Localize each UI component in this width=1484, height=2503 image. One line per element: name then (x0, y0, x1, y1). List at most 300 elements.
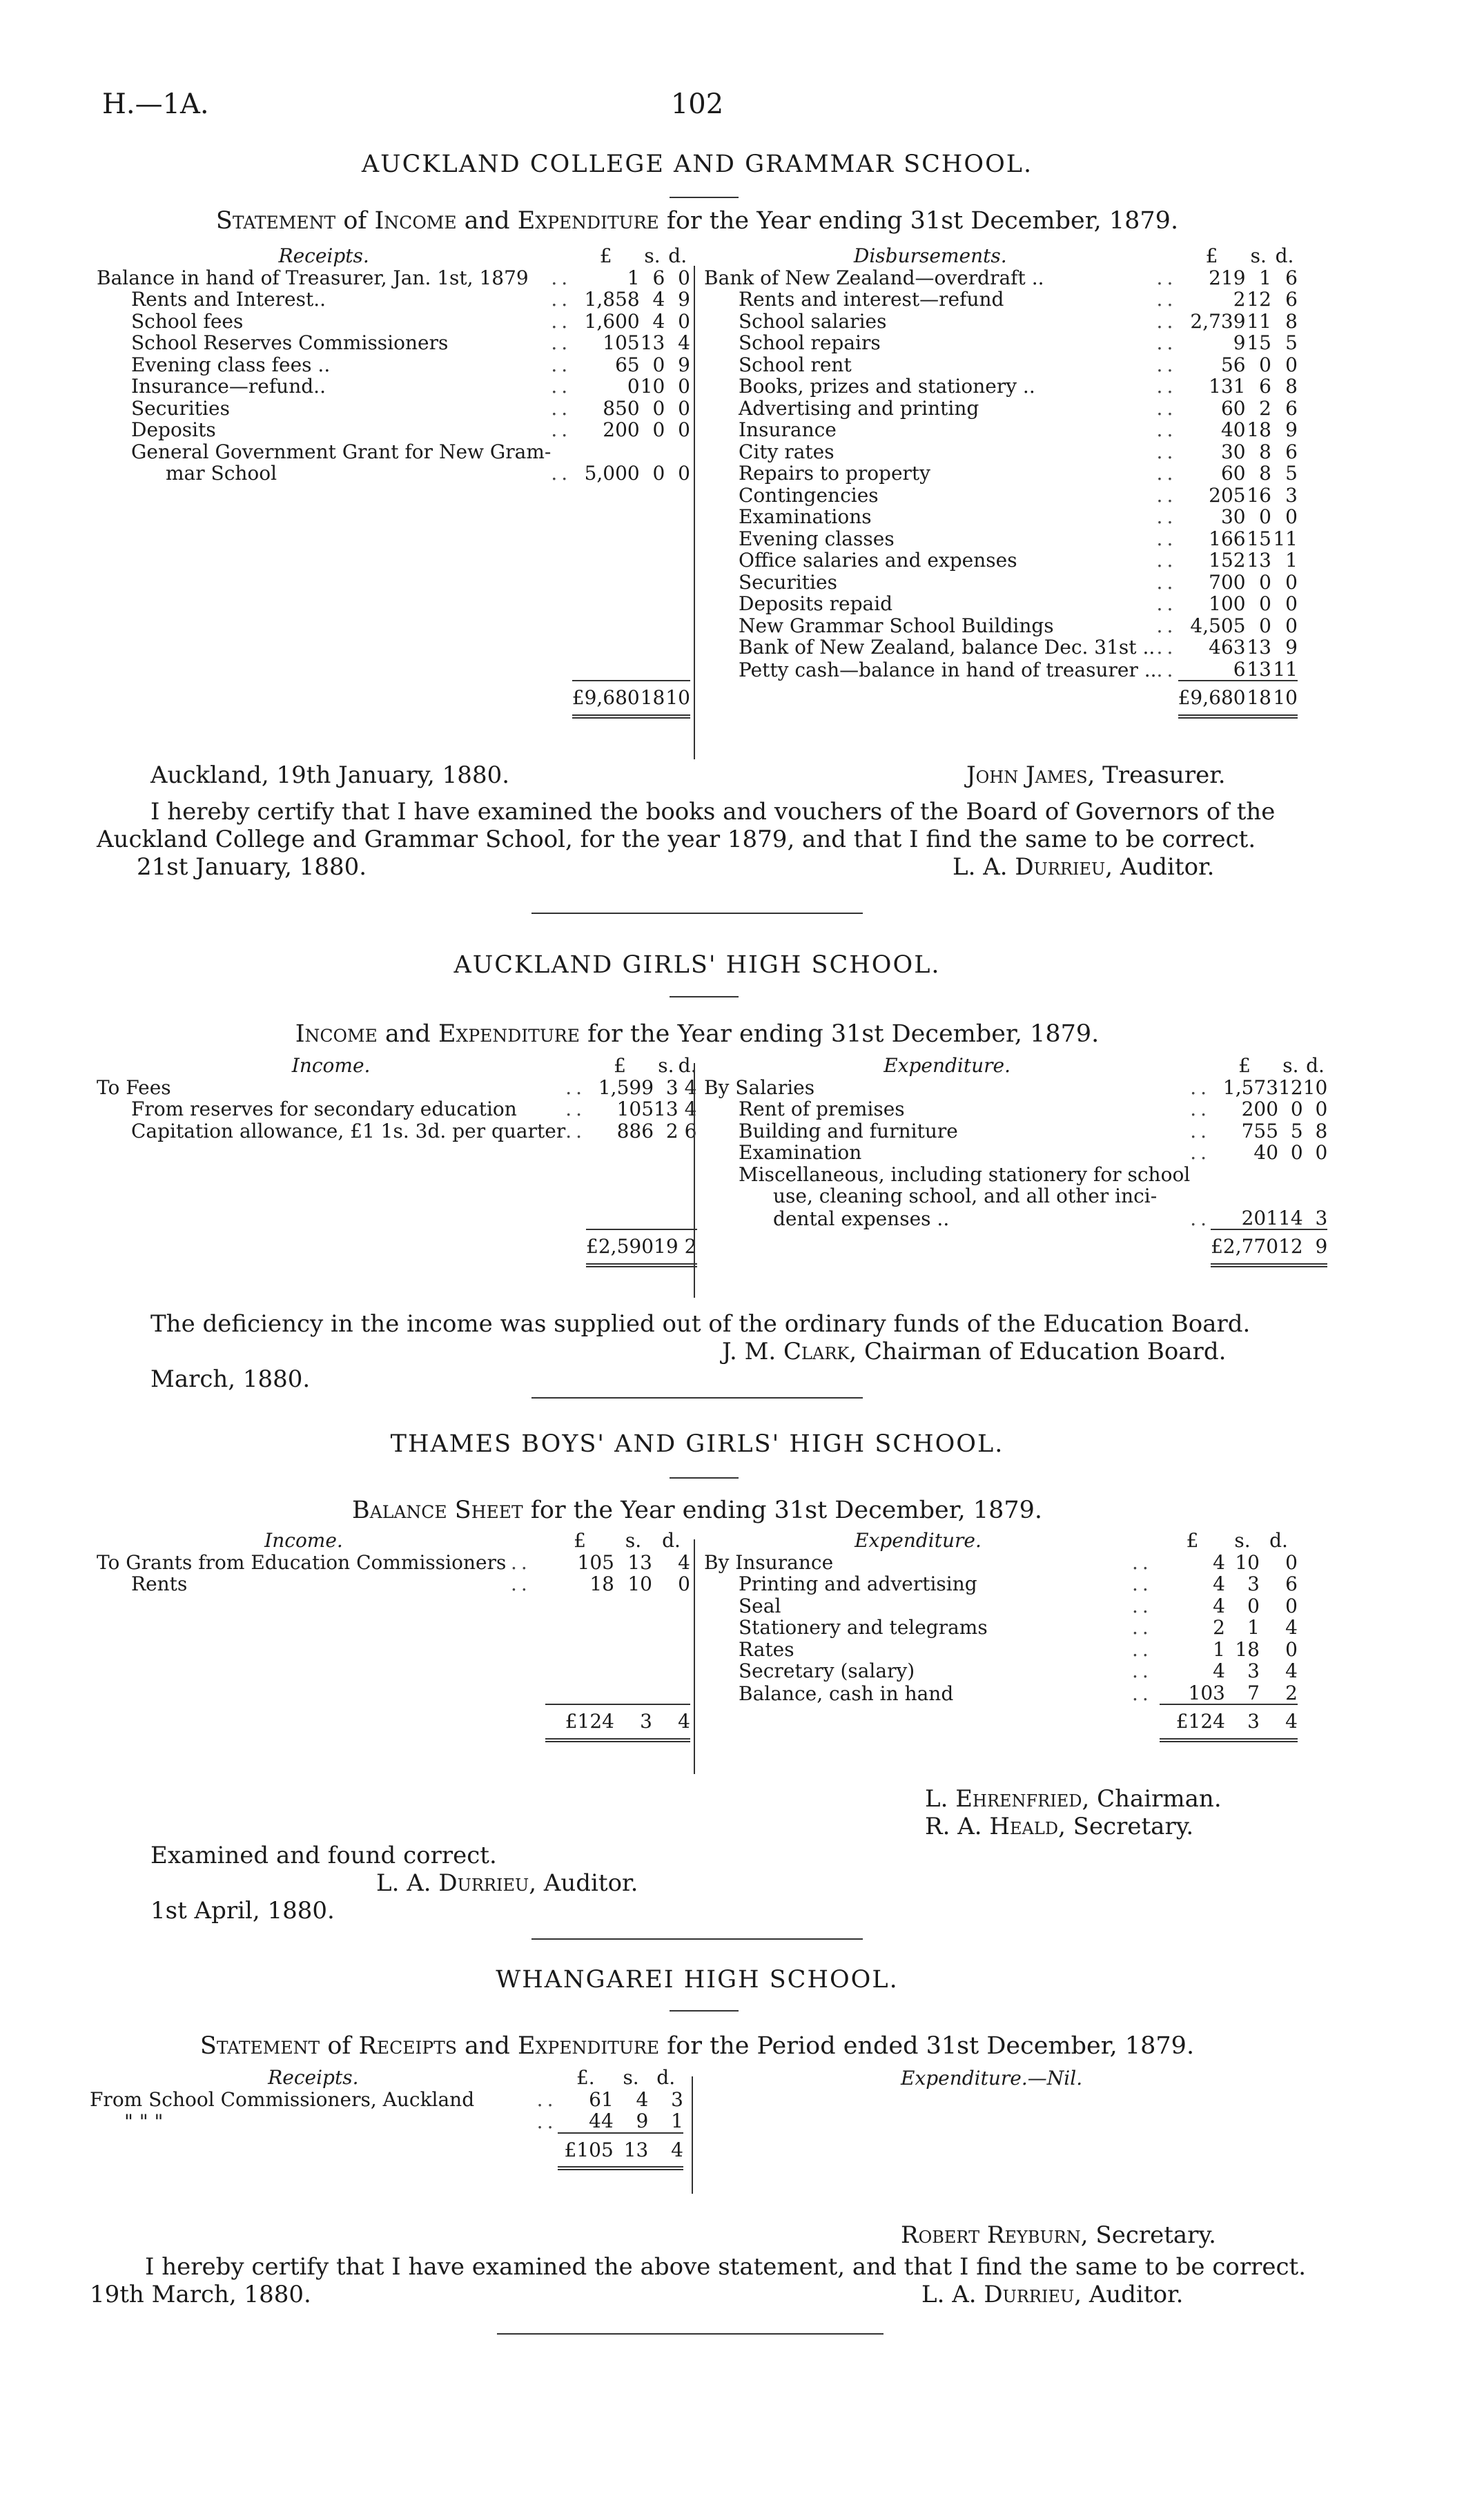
leader-dots: .. (1156, 636, 1178, 659)
table-row (704, 593, 1298, 615)
pence-value: 6 (1285, 440, 1298, 463)
certification-date: 21st January, 1880. (137, 853, 367, 881)
spacer-row (97, 1682, 690, 1705)
pounds-value: 755 (1241, 1119, 1279, 1142)
total-pence: 10 (1271, 681, 1298, 717)
pounds-value: 9 (1233, 331, 1246, 354)
row-label: By Insurance (704, 1550, 834, 1574)
expenditure-table-thames (704, 1530, 1298, 1742)
receipts-table-auckland-college (97, 245, 690, 719)
total-pounds: £2,590 (586, 1229, 654, 1265)
row-label: Secretary (salary) (739, 1659, 915, 1682)
table-row (704, 311, 1298, 333)
pence-value: 4 (684, 1098, 697, 1120)
pounds-value: 100 (1209, 592, 1246, 615)
pence-header: d. (662, 1529, 681, 1552)
leader-dots: .. (565, 1119, 587, 1142)
column-divider (694, 1539, 695, 1774)
leader-dots: .. (1156, 309, 1178, 333)
table-row (97, 267, 690, 289)
shillings-value: 0 (1259, 570, 1271, 594)
document-reference: H.—1A. (102, 88, 209, 120)
pounds-value: 40 (1253, 1141, 1279, 1164)
shillings-value: 0 (1259, 614, 1271, 637)
deficiency-note: The deficiency in the income was supplied out of the ordinary funds of the Education Board. (150, 1310, 1251, 1338)
pence-value: 11 (1273, 657, 1298, 681)
leader-dots: .. (1156, 592, 1178, 615)
table-row (704, 1552, 1298, 1574)
pounds-value: 0 (627, 375, 640, 398)
shillings-value: 18 (1235, 1637, 1260, 1661)
shillings-value: 0 (1290, 1141, 1303, 1164)
shillings-value: 8 (1259, 462, 1271, 485)
section-subtitle-auckland-college: Statement of Income and Expenditure for the Year ending 31st December, 1879. (215, 207, 1179, 235)
pounds-value: 103 (1188, 1681, 1225, 1704)
shillings-value: 13 (1247, 549, 1271, 572)
spacer-row (97, 485, 690, 507)
auditor-signature: L. A. Durrieu, Auditor. (953, 853, 1215, 881)
row-label: Seal (739, 1594, 781, 1617)
pence-value: 6 (1285, 1572, 1298, 1595)
pence-value: 0 (1285, 614, 1298, 637)
title-rule (670, 197, 739, 198)
pence-value: 0 (1285, 353, 1298, 376)
shillings-value: 13 (1247, 636, 1271, 659)
shillings-value (640, 441, 665, 463)
row-label: Rates (739, 1637, 794, 1661)
whangarei-certification: I hereby certify that I have examined the above statement, and that I find the same to be correct. (145, 2253, 1307, 2281)
pounds-value: 6 (1233, 657, 1246, 681)
shillings-value: 13 (640, 331, 665, 354)
leader-dots: .. (1156, 288, 1178, 311)
pence-value: 0 (1285, 505, 1298, 528)
row-label: City rates (739, 440, 834, 463)
pounds-value: 4 (1213, 1572, 1225, 1595)
leader-dots: .. (551, 266, 572, 289)
pounds-value: 1 (627, 266, 640, 289)
leader-dots: .. (1156, 483, 1178, 507)
thames-secretary-signature: R. A. Heald, Secretary. (925, 1813, 1194, 1840)
row-label: Miscellaneous, including stationery for school (739, 1162, 1191, 1186)
leader-dots: .. (511, 1572, 531, 1595)
shillings-header: s. (658, 1054, 674, 1077)
pence-value: 3 (1285, 483, 1298, 507)
total-row (90, 2133, 683, 2169)
pence-value: 0 (678, 309, 690, 333)
leader-dots: .. (565, 1075, 587, 1099)
spacer-row (97, 572, 690, 594)
section-subtitle-whangarei: Statement of Receipts and Expenditure for the Period ended 31st December, 1879. (199, 2032, 1195, 2060)
pounds-value: 60 (1220, 396, 1246, 420)
row-label: Insurance—refund.. (131, 375, 326, 398)
pence-value: 6 (1285, 266, 1298, 289)
title-rule (670, 996, 739, 997)
pounds-value: 219 (1209, 266, 1246, 289)
shillings-value: 14 (1278, 1206, 1303, 1229)
shillings-value: 10 (640, 375, 665, 398)
total-shillings: 3 (1225, 1704, 1260, 1740)
row-label: To Grants from Education Commissioners (97, 1550, 507, 1574)
shillings-header: s. (625, 1529, 642, 1552)
table-row (704, 1120, 1327, 1142)
total-shillings: 18 (1246, 681, 1271, 717)
pounds-value: 2 (1233, 288, 1246, 311)
pounds-value: 61 (589, 2087, 614, 2111)
pence-value: 0 (1315, 1141, 1328, 1164)
table-row (704, 485, 1298, 507)
pounds-header: £ (574, 1529, 586, 1552)
leader-dots: .. (1156, 266, 1178, 289)
shillings-value: 12 (1278, 1075, 1303, 1099)
shillings-value: 0 (1259, 353, 1271, 376)
pounds-value: 1,858 (584, 288, 640, 311)
row-label: School Reserves Commissioners (131, 331, 449, 354)
income-header: Income. (291, 1054, 371, 1077)
pence-value (1303, 1164, 1328, 1186)
shillings-value: 1 (1259, 266, 1271, 289)
row-label: mar School (166, 462, 277, 485)
income-table-girls-high (97, 1054, 697, 1267)
table-row (97, 398, 690, 420)
row-label: School salaries (739, 309, 887, 333)
column-divider (694, 266, 695, 759)
row-label: General Government Grant for New Gram- (131, 440, 551, 463)
spacer-row (97, 528, 690, 550)
row-label: School rent (739, 353, 852, 376)
pounds-value (1211, 1164, 1278, 1186)
place-date: Auckland, 19th January, 1880. (150, 761, 510, 789)
pounds-value: 166 (1209, 527, 1246, 550)
leader-dots: .. (551, 375, 572, 398)
shillings-value: 0 (652, 462, 665, 485)
shillings-value: 0 (1290, 1098, 1303, 1120)
leader-dots: .. (536, 2087, 558, 2111)
total-pounds: £105 (558, 2133, 614, 2169)
pounds-value: 44 (589, 2110, 614, 2132)
section-title-girls-high: AUCKLAND GIRLS' HIGH SCHOOL. (453, 951, 941, 979)
table-row (704, 1595, 1298, 1617)
pounds-header: £ (599, 244, 612, 267)
row-label: Balance, cash in hand (739, 1682, 954, 1705)
row-label: Deposits (131, 418, 216, 441)
table-row (704, 615, 1298, 637)
pounds-value: 105 (616, 1098, 654, 1120)
disbursements-header: Disbursements. (853, 244, 1007, 267)
leader-dots (1190, 1164, 1211, 1186)
section-subtitle-thames: Balance Sheet for the Year ending 31st December, 1879. (351, 1497, 1043, 1524)
girls-high-date: March, 1880. (150, 1365, 311, 1393)
pounds-value: 201 (1241, 1206, 1279, 1229)
shillings-value: 4 (636, 2087, 649, 2111)
leader-dots: .. (1156, 462, 1178, 485)
table-row (704, 1164, 1327, 1186)
pounds-header: £. (576, 2066, 595, 2089)
row-label: Office salaries and expenses (739, 549, 1017, 572)
total-row (97, 1229, 697, 1265)
shillings-header: s. (1234, 1529, 1251, 1552)
pounds-value: 4,505 (1190, 614, 1246, 637)
pounds-value: 200 (603, 418, 640, 441)
row-label: School fees (131, 309, 244, 333)
pence-value: 0 (678, 1572, 690, 1595)
row-label: New Grammar School Buildings (739, 614, 1054, 637)
table-row (97, 1552, 690, 1574)
shillings-value: 0 (1259, 505, 1271, 528)
section-rule (497, 2333, 883, 2335)
pence-value: 4 (678, 1550, 690, 1574)
shillings-value: 13 (1247, 657, 1271, 681)
shillings-value: 3 (665, 1075, 678, 1099)
spacer-row (97, 1617, 690, 1639)
pence-value: 9 (1285, 636, 1298, 659)
shillings-value: 6 (1259, 375, 1271, 398)
table-row (704, 572, 1298, 594)
row-label: Printing and advertising (739, 1572, 977, 1595)
table-row (97, 332, 690, 354)
pounds-value: 30 (1220, 440, 1246, 463)
row-label: Insurance (739, 418, 837, 441)
pounds-value: 1,600 (584, 309, 640, 333)
row-label: dental expenses .. (773, 1207, 950, 1230)
row-label: Contingencies (739, 483, 879, 507)
table-row (704, 1098, 1327, 1120)
pence-header: d. (668, 244, 687, 267)
shillings-value: 9 (636, 2110, 649, 2132)
treasurer-signature: John James, Treasurer. (966, 761, 1226, 789)
table-row (704, 376, 1298, 398)
shillings-header: s. (1282, 1054, 1299, 1077)
table-row (97, 1120, 697, 1142)
pence-value: 0 (1285, 1594, 1298, 1617)
table-row (97, 354, 690, 376)
pence-value: 6 (684, 1119, 697, 1142)
table-row (97, 376, 690, 398)
table-row (97, 462, 690, 485)
total-row (704, 1704, 1298, 1740)
table-row (90, 2089, 683, 2111)
leader-dots: .. (1132, 1616, 1153, 1639)
leader-dots: .. (1156, 527, 1178, 550)
pence-value: 0 (1285, 592, 1298, 615)
row-label: Rent of premises (739, 1098, 905, 1120)
table-row (704, 1077, 1327, 1099)
row-label: By Salaries (704, 1075, 815, 1099)
row-label: Books, prizes and stationery .. (739, 375, 1035, 398)
table-row (704, 528, 1298, 550)
leader-dots: .. (1156, 353, 1178, 376)
pence-value: 0 (678, 375, 690, 398)
total-pence: 4 (652, 1704, 690, 1740)
pence-value: 5 (1285, 462, 1298, 485)
pounds-header: £ (1186, 1529, 1199, 1552)
table-row (704, 549, 1298, 572)
total-pounds: £9,680 (572, 681, 640, 717)
leader-dots: .. (1132, 1594, 1153, 1617)
table-row (704, 659, 1298, 681)
total-pence: 2 (678, 1229, 697, 1265)
total-row (97, 1704, 690, 1740)
shillings-value: 15 (1247, 527, 1271, 550)
spacer-row (97, 1185, 697, 1207)
pounds-value: 152 (1209, 549, 1246, 572)
column-divider (692, 2076, 693, 2194)
pounds-value: 850 (603, 396, 640, 420)
row-label: Securities (131, 396, 230, 420)
total-shillings: 13 (614, 2133, 649, 2169)
table-row (704, 1185, 1327, 1207)
whangarei-auditor-signature: L. A. Durrieu, Auditor. (921, 2281, 1184, 2308)
pence-value: 0 (678, 462, 690, 485)
pence-value: 0 (678, 266, 690, 289)
spacer-row (97, 615, 690, 637)
title-rule (670, 2010, 739, 2012)
leader-dots: .. (1156, 570, 1178, 594)
total-pence: 4 (648, 2133, 683, 2169)
shillings-value: 11 (1247, 309, 1271, 333)
table-row (704, 289, 1298, 311)
income-header: Income. (264, 1529, 343, 1552)
leader-dots: .. (1156, 375, 1178, 398)
shillings-value: 8 (1259, 440, 1271, 463)
section-rule (531, 913, 863, 914)
shillings-value: 0 (1247, 1594, 1260, 1617)
spacer-row (97, 636, 690, 659)
row-label: use, cleaning school, and all other inci- (773, 1185, 1158, 1207)
whangarei-date: 19th March, 1880. (90, 2281, 311, 2308)
pounds-value: 1,599 (598, 1075, 654, 1099)
leader-dots: .. (551, 418, 572, 441)
pence-value: 1 (671, 2110, 683, 2132)
pence-value: 1 (1285, 549, 1298, 572)
shillings-value: 10 (1235, 1550, 1260, 1574)
leader-dots: .. (1156, 549, 1178, 572)
pence-value: 6 (1285, 396, 1298, 420)
table-row (704, 1639, 1298, 1661)
table-row (97, 1573, 690, 1595)
table-row (90, 2110, 683, 2133)
receipts-table-whangarei (90, 2067, 683, 2170)
leader-dots: .. (1156, 396, 1178, 420)
table-row (704, 636, 1298, 659)
receipts-header: Receipts. (278, 244, 369, 267)
shillings-value: 16 (1247, 483, 1271, 507)
pence-value (1303, 1185, 1328, 1207)
income-table-thames (97, 1530, 690, 1742)
row-label: From School Commissioners, Auckland (90, 2087, 475, 2111)
pence-header: d. (678, 1054, 697, 1077)
leader-dots: .. (1156, 440, 1178, 463)
pence-header: d. (1306, 1054, 1325, 1077)
shillings-value: 2 (1259, 396, 1271, 420)
whangarei-expenditure-nil: Expenditure.—Nil. (901, 2067, 1083, 2090)
pence-header: d. (1275, 244, 1294, 267)
leader-dots: .. (1132, 1572, 1153, 1595)
section-title-auckland-college: AUCKLAND COLLEGE AND GRAMMAR SCHOOL. (361, 150, 1033, 178)
pounds-value: 30 (1220, 505, 1246, 528)
row-label: " " " (124, 2110, 164, 2133)
spacer-row (97, 549, 690, 572)
examined-note: Examined and found correct. (150, 1842, 497, 1869)
table-row (97, 441, 690, 463)
pence-value: 0 (678, 396, 690, 420)
leader-dots: .. (1132, 1659, 1153, 1682)
pence-value: 0 (1285, 1550, 1298, 1574)
leader-dots: .. (551, 353, 572, 376)
pence-value: 10 (1302, 1075, 1328, 1099)
disbursements-table-auckland-college (704, 245, 1298, 719)
row-label: Capitation allowance, £1 1s. 3d. per quarter (131, 1119, 566, 1142)
shillings-value (1278, 1164, 1303, 1186)
pounds-value: 463 (1209, 636, 1246, 659)
shillings-value: 6 (652, 266, 665, 289)
expenditure-header: Expenditure. (855, 1529, 982, 1552)
expenditure-header: Expenditure. (883, 1054, 1011, 1077)
receipts-header: Receipts. (268, 2066, 359, 2089)
spacer-row (97, 1164, 697, 1186)
certification-line-1: I hereby certify that I have examined the books and vouchers of the Board of Governors of the (150, 798, 1276, 826)
pounds-value (572, 441, 640, 463)
row-label: Bank of New Zealand, balance Dec. 31st .. (739, 636, 1155, 659)
pounds-header: £ (1238, 1054, 1251, 1077)
chairman-signature: J. M. Clark, Chairman of Education Board. (722, 1338, 1227, 1365)
pence-value: 4 (678, 331, 690, 354)
certification-line-2: Auckland College and Grammar School, for the year 1879, and that I find the same to be correct. (97, 826, 1256, 853)
total-row (97, 681, 690, 717)
leader-dots: .. (1190, 1141, 1211, 1164)
shillings-value: 0 (652, 396, 665, 420)
leader-dots: .. (1190, 1207, 1211, 1230)
pence-value: 4 (1285, 1616, 1298, 1639)
leader-dots (551, 441, 572, 463)
total-pence: 10 (665, 681, 690, 717)
pence-value: 0 (678, 418, 690, 441)
table-row (704, 441, 1298, 463)
spacer-row (97, 1639, 690, 1661)
shillings-value: 18 (1247, 418, 1271, 441)
table-row (704, 1142, 1327, 1164)
pence-value: 4 (684, 1075, 697, 1099)
pence-value: 9 (1285, 418, 1298, 441)
leader-dots: .. (1156, 614, 1178, 637)
shillings-value: 0 (652, 418, 665, 441)
total-pence: 9 (1303, 1229, 1328, 1265)
pence-value: 4 (1285, 1659, 1298, 1682)
leader-dots: .. (511, 1550, 531, 1574)
row-label: Evening class fees .. (131, 353, 331, 376)
shillings-value: 0 (1259, 592, 1271, 615)
leader-dots: .. (551, 288, 572, 311)
table-row (704, 419, 1298, 441)
shillings-value: 2 (665, 1119, 678, 1142)
table-row (97, 419, 690, 441)
table-row (97, 1098, 697, 1120)
thames-date: 1st April, 1880. (150, 1897, 335, 1925)
pence-value: 0 (1285, 570, 1298, 594)
leader-dots: .. (1156, 331, 1178, 354)
pounds-value: 886 (616, 1119, 654, 1142)
shillings-header: s. (644, 244, 661, 267)
page-number: 102 (670, 88, 724, 120)
leader-dots: .. (1132, 1682, 1153, 1705)
pounds-value: 105 (577, 1550, 614, 1574)
shillings-value (1278, 1185, 1303, 1207)
pounds-value: 4 (1213, 1659, 1225, 1682)
pounds-value: 105 (603, 331, 640, 354)
shillings-value: 3 (1247, 1572, 1260, 1595)
pence-value: 6 (1285, 288, 1298, 311)
leader-dots: .. (551, 309, 572, 333)
row-label: School repairs (739, 331, 881, 354)
